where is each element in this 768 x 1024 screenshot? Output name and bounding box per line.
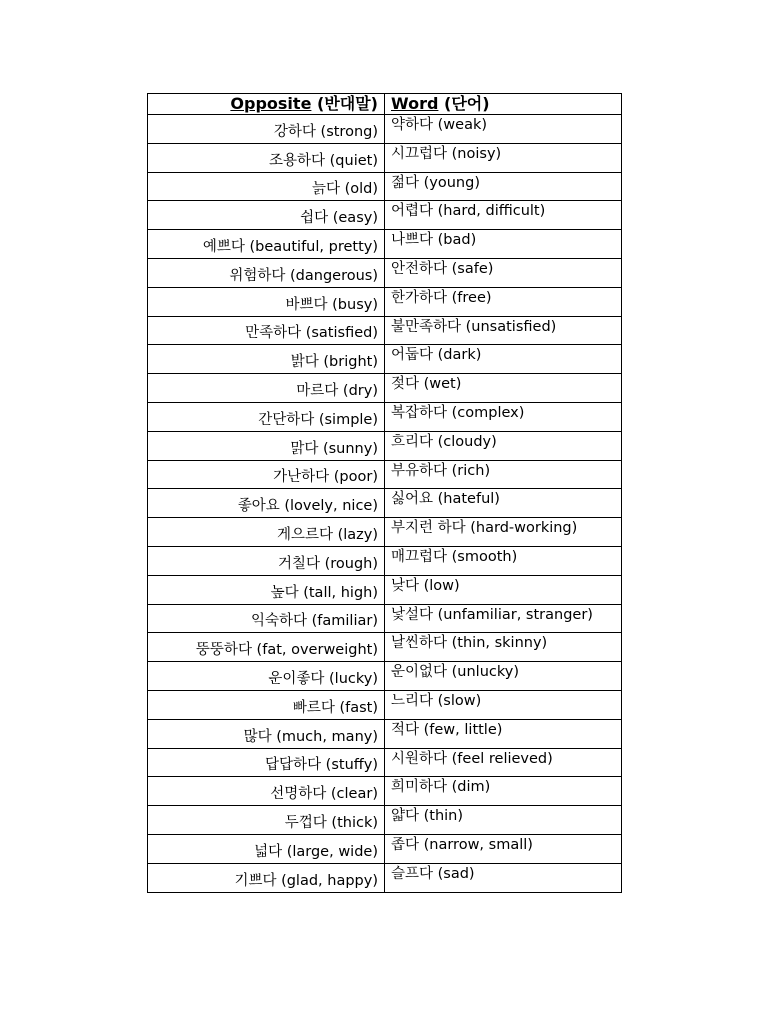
table-row [148, 863, 622, 892]
table-row [148, 374, 622, 403]
opposite-cell: 밝다 (bright) [148, 345, 385, 374]
word-cell: 슬프다 (sad) [385, 863, 622, 892]
opposite-cell: 익숙하다 (familiar) [148, 604, 385, 633]
word-cell: 희미하다 (dim) [385, 777, 622, 806]
word-cell: 시원하다 (feel relieved) [385, 748, 622, 777]
word-cell: 시끄럽다 (noisy) [385, 143, 622, 172]
table-row [148, 575, 622, 604]
opposite-cell: 조용하다 (quiet) [148, 143, 385, 172]
word-cell: 부지런 하다 (hard-working) [385, 518, 622, 547]
table-row [148, 201, 622, 230]
opposite-cell: 간단하다 (simple) [148, 402, 385, 431]
table-row [148, 777, 622, 806]
word-cell: 젖다 (wet) [385, 374, 622, 403]
opposite-cell: 좋아요 (lovely, nice) [148, 489, 385, 518]
column-header-word [385, 94, 622, 115]
opposite-cell: 두껍다 (thick) [148, 806, 385, 835]
header-word-english: Word [391, 94, 439, 113]
table-row [148, 172, 622, 201]
word-cell: 나쁘다 (bad) [385, 230, 622, 259]
table-row [148, 115, 622, 144]
opposite-cell: 넓다 (large, wide) [148, 834, 385, 863]
opposite-cell: 운이좋다 (lucky) [148, 662, 385, 691]
table-row [148, 690, 622, 719]
word-cell: 낯설다 (unfamiliar, stranger) [385, 604, 622, 633]
opposite-cell: 위험하다 (dangerous) [148, 258, 385, 287]
table-row [148, 258, 622, 287]
opposite-cell: 강하다 (strong) [148, 115, 385, 144]
opposite-cell: 뚱뚱하다 (fat, overweight) [148, 633, 385, 662]
word-cell: 안전하다 (safe) [385, 258, 622, 287]
opposite-cell: 빠르다 (fast) [148, 690, 385, 719]
table-row [148, 806, 622, 835]
word-cell: 어둡다 (dark) [385, 345, 622, 374]
word-cell: 한가하다 (free) [385, 287, 622, 316]
opposite-cell: 바쁘다 (busy) [148, 287, 385, 316]
column-header-opposite [148, 94, 385, 115]
table-row [148, 345, 622, 374]
word-cell: 싫어요 (hateful) [385, 489, 622, 518]
opposite-cell: 게으르다 (lazy) [148, 518, 385, 547]
table-row [148, 143, 622, 172]
word-cell: 얇다 (thin) [385, 806, 622, 835]
word-cell: 낮다 (low) [385, 575, 622, 604]
word-cell: 젊다 (young) [385, 172, 622, 201]
table-row [148, 402, 622, 431]
word-cell: 어렵다 (hard, difficult) [385, 201, 622, 230]
table-row [148, 431, 622, 460]
table-row [148, 546, 622, 575]
table-row [148, 748, 622, 777]
word-cell: 흐리다 (cloudy) [385, 431, 622, 460]
table-row [148, 489, 622, 518]
header-word-korean: (단어) [444, 94, 490, 113]
header-opposite-korean: (반대말) [317, 94, 378, 113]
opposite-cell: 만족하다 (satisfied) [148, 316, 385, 345]
table-row [148, 316, 622, 345]
opposite-cell: 늙다 (old) [148, 172, 385, 201]
opposite-cell: 많다 (much, many) [148, 719, 385, 748]
opposite-cell: 선명하다 (clear) [148, 777, 385, 806]
opposite-cell: 쉽다 (easy) [148, 201, 385, 230]
word-cell: 복잡하다 (complex) [385, 402, 622, 431]
header-row [148, 94, 622, 115]
table-row [148, 460, 622, 489]
opposite-cell: 거칠다 (rough) [148, 546, 385, 575]
word-cell: 좁다 (narrow, small) [385, 834, 622, 863]
table-row [148, 604, 622, 633]
opposite-cell: 가난하다 (poor) [148, 460, 385, 489]
header-opposite-english: Opposite [230, 94, 312, 113]
word-cell: 불만족하다 (unsatisfied) [385, 316, 622, 345]
word-cell: 부유하다 (rich) [385, 460, 622, 489]
opposite-cell: 맑다 (sunny) [148, 431, 385, 460]
table-row [148, 287, 622, 316]
opposite-cell: 기쁘다 (glad, happy) [148, 863, 385, 892]
opposite-cell: 답답하다 (stuffy) [148, 748, 385, 777]
word-cell: 느리다 (slow) [385, 690, 622, 719]
table-row [148, 518, 622, 547]
table-row [148, 834, 622, 863]
opposite-cell: 높다 (tall, high) [148, 575, 385, 604]
word-cell: 매끄럽다 (smooth) [385, 546, 622, 575]
opposite-cell: 예쁘다 (beautiful, pretty) [148, 230, 385, 259]
word-cell: 날씬하다 (thin, skinny) [385, 633, 622, 662]
vocabulary-table [147, 93, 622, 893]
table-row [148, 719, 622, 748]
opposite-cell: 마르다 (dry) [148, 374, 385, 403]
word-cell: 운이없다 (unlucky) [385, 662, 622, 691]
word-cell: 약하다 (weak) [385, 115, 622, 144]
table-row [148, 230, 622, 259]
table-row [148, 662, 622, 691]
word-cell: 적다 (few, little) [385, 719, 622, 748]
table-row [148, 633, 622, 662]
